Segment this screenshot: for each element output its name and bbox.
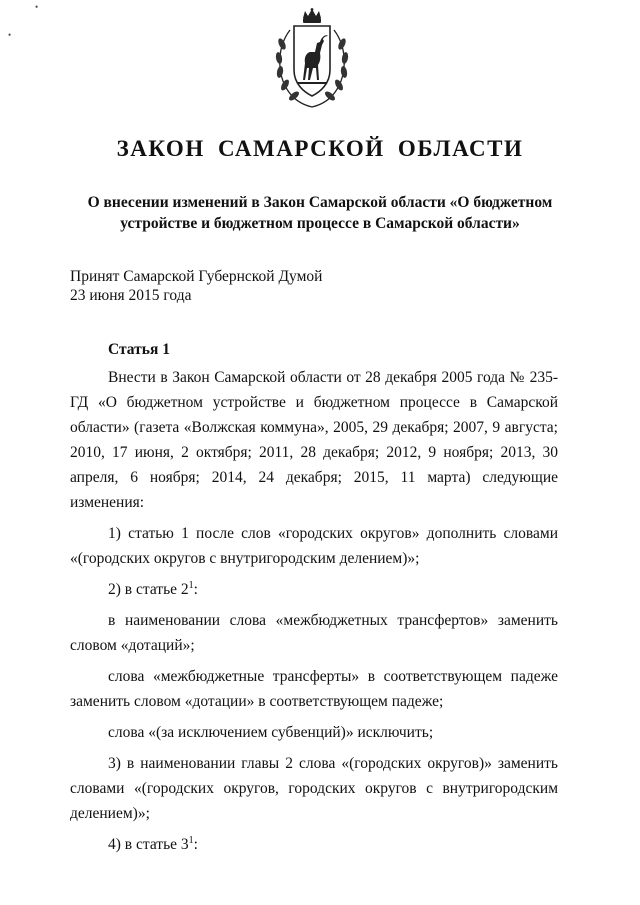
law-subtitle: О внесении изменений в Закон Самарской области «О бюджетном устройстве и бюджетном процессе в Самарской области» bbox=[87, 194, 553, 232]
amendment-item-3: 3) в наименовании главы 2 слова «(городских округов)» заменить словами «(городских округов, городских округов с внутригородским делением)»; bbox=[70, 755, 558, 822]
item-4-suffix: : bbox=[193, 836, 198, 853]
scan-mark: • bbox=[8, 30, 12, 40]
amendment-item-2a: в наименовании слова «межбюджетных трансфертов» заменить словом «дотаций»; bbox=[70, 612, 558, 654]
item-2-superscript: 1 bbox=[188, 580, 194, 591]
adoption-info bbox=[70, 267, 470, 305]
adoption-date: 23 июня 2015 года bbox=[70, 287, 192, 304]
amendment-item-1: 1) статью 1 после слов «городских округов» дополнить словами «(городских округов с внутригородским делением)»; bbox=[70, 525, 558, 567]
amendment-item-2c: слова «(за исключением субвенций)» исключить; bbox=[108, 724, 434, 741]
law-title: ЗАКОН САМАРСКОЙ ОБЛАСТИ bbox=[116, 136, 524, 161]
article-heading: Статья 1 bbox=[108, 341, 170, 358]
adoption-body: Принят Самарской Губернской Думой bbox=[70, 268, 323, 285]
item-2-suffix: : bbox=[193, 581, 198, 598]
item-4-superscript: 1 bbox=[188, 835, 194, 846]
amendment-item-2 bbox=[70, 577, 558, 602]
article-intro: Внести в Закон Самарской области от 28 декабря 2005 года № 235-ГД «О бюджетном устройстве и бюджетном процессе в Самарской области» (газета «Волжская коммуна», 2005, 29 декабря; 2007, 9 августа; 2010, 17 июня, 2 октября; 2011, 28 декабря; 2012, 9 ноября; 2013, 30 апреля, 6 ноября; 2014, 24 декабря; 2015, 11 марта) следующие изменения: bbox=[70, 369, 558, 511]
scan-mark: • bbox=[35, 2, 39, 12]
item-2-prefix: 2) в статье 2 bbox=[108, 581, 189, 598]
item-4-prefix: 4) в статье 3 bbox=[108, 836, 189, 853]
article-body bbox=[70, 365, 558, 857]
samara-coat-of-arms-icon bbox=[270, 8, 354, 112]
amendment-item-4 bbox=[70, 832, 558, 857]
amendment-item-2b: слова «межбюджетные трансферты» в соответствующем падеже заменить словом «дотации» в соответствующем падеже; bbox=[70, 668, 558, 710]
